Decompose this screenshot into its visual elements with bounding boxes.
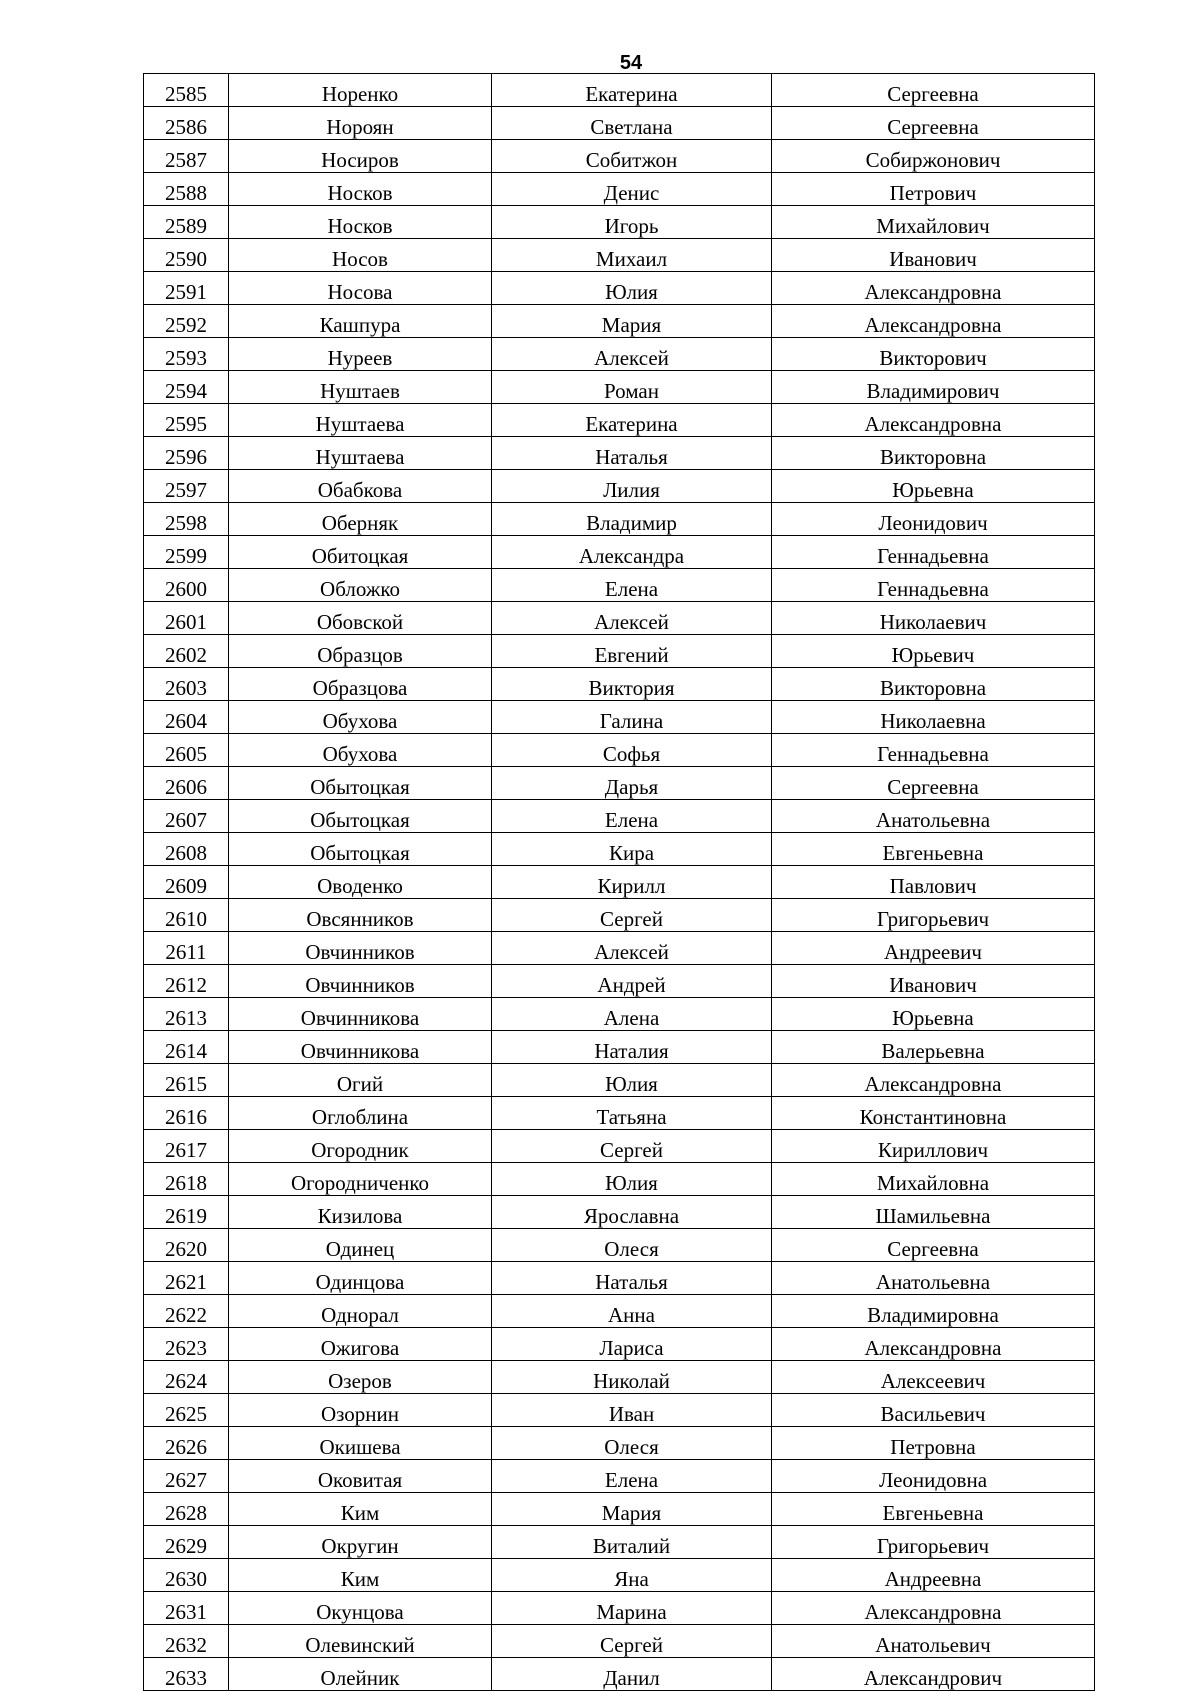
row-number-cell: 2599 <box>144 536 229 569</box>
table-row <box>144 569 1095 602</box>
last-name-cell: Овсянников <box>229 899 492 932</box>
table-row <box>144 272 1095 305</box>
first-name-cell: Наталья <box>492 437 772 470</box>
patronymic-cell: Анатольевна <box>772 800 1095 833</box>
row-number-cell: 2600 <box>144 569 229 602</box>
row-number-cell: 2607 <box>144 800 229 833</box>
patronymic-cell: Михайлович <box>772 206 1095 239</box>
first-name-cell: Елена <box>492 1460 772 1493</box>
first-name-cell: Екатерина <box>492 404 772 437</box>
table-row <box>144 503 1095 536</box>
patronymic-cell: Александровна <box>772 305 1095 338</box>
row-number-cell: 2590 <box>144 239 229 272</box>
last-name-cell: Нуштаева <box>229 404 492 437</box>
patronymic-cell: Владимирович <box>772 371 1095 404</box>
first-name-cell: Дарья <box>492 767 772 800</box>
first-name-cell: Марина <box>492 1592 772 1625</box>
first-name-cell: Елена <box>492 800 772 833</box>
table-row <box>144 371 1095 404</box>
first-name-cell: Ярославна <box>492 1196 772 1229</box>
patronymic-cell: Александровна <box>772 404 1095 437</box>
patronymic-cell: Александровна <box>772 272 1095 305</box>
row-number-cell: 2593 <box>144 338 229 371</box>
row-number-cell: 2589 <box>144 206 229 239</box>
patronymic-cell: Шамильевна <box>772 1196 1095 1229</box>
patronymic-cell: Леонидович <box>772 503 1095 536</box>
patronymic-cell: Михайловна <box>772 1163 1095 1196</box>
first-name-cell: Собитжон <box>492 140 772 173</box>
table-row <box>144 734 1095 767</box>
patronymic-cell: Александровна <box>772 1328 1095 1361</box>
table-row <box>144 1130 1095 1163</box>
table-row <box>144 1592 1095 1625</box>
last-name-cell: Овчинникова <box>229 998 492 1031</box>
table-row <box>144 1031 1095 1064</box>
last-name-cell: Носов <box>229 239 492 272</box>
patronymic-cell: Петрович <box>772 173 1095 206</box>
first-name-cell: Татьяна <box>492 1097 772 1130</box>
table-row <box>144 1196 1095 1229</box>
last-name-cell: Нуштаев <box>229 371 492 404</box>
patronymic-cell: Кириллович <box>772 1130 1095 1163</box>
first-name-cell: Галина <box>492 701 772 734</box>
patronymic-cell: Павлович <box>772 866 1095 899</box>
last-name-cell: Обабкова <box>229 470 492 503</box>
row-number-cell: 2612 <box>144 965 229 998</box>
patronymic-cell: Викторовна <box>772 437 1095 470</box>
first-name-cell: Роман <box>492 371 772 404</box>
last-name-cell: Обухова <box>229 734 492 767</box>
table-row <box>144 1625 1095 1658</box>
table-row <box>144 1559 1095 1592</box>
row-number-cell: 2604 <box>144 701 229 734</box>
patronymic-cell: Васильевич <box>772 1394 1095 1427</box>
row-number-cell: 2605 <box>144 734 229 767</box>
first-name-cell: Николай <box>492 1361 772 1394</box>
last-name-cell: Кизилова <box>229 1196 492 1229</box>
last-name-cell: Обовской <box>229 602 492 635</box>
table-row <box>144 1262 1095 1295</box>
first-name-cell: Мария <box>492 305 772 338</box>
row-number-cell: 2598 <box>144 503 229 536</box>
first-name-cell: Яна <box>492 1559 772 1592</box>
row-number-cell: 2626 <box>144 1427 229 1460</box>
last-name-cell: Оковитая <box>229 1460 492 1493</box>
table-row <box>144 800 1095 833</box>
first-name-cell: Наталья <box>492 1262 772 1295</box>
patronymic-cell: Константиновна <box>772 1097 1095 1130</box>
table-row <box>144 305 1095 338</box>
first-name-cell: Сергей <box>492 1130 772 1163</box>
last-name-cell: Ким <box>229 1493 492 1526</box>
row-number-cell: 2618 <box>144 1163 229 1196</box>
last-name-cell: Огородниченко <box>229 1163 492 1196</box>
patronymic-cell: Андреевич <box>772 932 1095 965</box>
last-name-cell: Овчинникова <box>229 1031 492 1064</box>
row-number-cell: 2623 <box>144 1328 229 1361</box>
first-name-cell: Мария <box>492 1493 772 1526</box>
last-name-cell: Окишева <box>229 1427 492 1460</box>
last-name-cell: Ким <box>229 1559 492 1592</box>
patronymic-cell: Юрьевна <box>772 998 1095 1031</box>
table-row <box>144 701 1095 734</box>
table-row <box>144 437 1095 470</box>
row-number-cell: 2608 <box>144 833 229 866</box>
first-name-cell: Юлия <box>492 1163 772 1196</box>
table-row <box>144 1526 1095 1559</box>
row-number-cell: 2610 <box>144 899 229 932</box>
row-number-cell: 2588 <box>144 173 229 206</box>
patronymic-cell: Геннадьевна <box>772 734 1095 767</box>
row-number-cell: 2609 <box>144 866 229 899</box>
last-name-cell: Обытоцкая <box>229 800 492 833</box>
first-name-cell: Денис <box>492 173 772 206</box>
last-name-cell: Олевинский <box>229 1625 492 1658</box>
first-name-cell: Елена <box>492 569 772 602</box>
row-number-cell: 2619 <box>144 1196 229 1229</box>
last-name-cell: Нороян <box>229 107 492 140</box>
row-number-cell: 2632 <box>144 1625 229 1658</box>
row-number-cell: 2585 <box>144 74 229 107</box>
last-name-cell: Норенко <box>229 74 492 107</box>
table-row <box>144 866 1095 899</box>
last-name-cell: Нуреев <box>229 338 492 371</box>
patronymic-cell: Александровна <box>772 1064 1095 1097</box>
first-name-cell: Олеся <box>492 1229 772 1262</box>
table-row <box>144 536 1095 569</box>
first-name-cell: Алексей <box>492 932 772 965</box>
row-number-cell: 2616 <box>144 1097 229 1130</box>
first-name-cell: Софья <box>492 734 772 767</box>
first-name-cell: Данил <box>492 1658 772 1691</box>
row-number-cell: 2617 <box>144 1130 229 1163</box>
last-name-cell: Обложко <box>229 569 492 602</box>
table-row <box>144 1163 1095 1196</box>
row-number-cell: 2622 <box>144 1295 229 1328</box>
first-name-cell: Виктория <box>492 668 772 701</box>
last-name-cell: Однорал <box>229 1295 492 1328</box>
last-name-cell: Обытоцкая <box>229 767 492 800</box>
table-row <box>144 404 1095 437</box>
last-name-cell: Окунцова <box>229 1592 492 1625</box>
row-number-cell: 2614 <box>144 1031 229 1064</box>
last-name-cell: Одинцова <box>229 1262 492 1295</box>
table-row <box>144 1097 1095 1130</box>
first-name-cell: Евгений <box>492 635 772 668</box>
first-name-cell: Алексей <box>492 602 772 635</box>
row-number-cell: 2592 <box>144 305 229 338</box>
row-number-cell: 2624 <box>144 1361 229 1394</box>
patronymic-cell: Собиржонович <box>772 140 1095 173</box>
row-number-cell: 2587 <box>144 140 229 173</box>
last-name-cell: Округин <box>229 1526 492 1559</box>
first-name-cell: Олеся <box>492 1427 772 1460</box>
row-number-cell: 2597 <box>144 470 229 503</box>
table-row <box>144 932 1095 965</box>
last-name-cell: Огий <box>229 1064 492 1097</box>
row-number-cell: 2630 <box>144 1559 229 1592</box>
name-list-table <box>143 73 1095 1691</box>
row-number-cell: 2620 <box>144 1229 229 1262</box>
patronymic-cell: Григорьевич <box>772 899 1095 932</box>
patronymic-cell: Александрович <box>772 1658 1095 1691</box>
row-number-cell: 2594 <box>144 371 229 404</box>
table-row <box>144 1493 1095 1526</box>
first-name-cell: Виталий <box>492 1526 772 1559</box>
table-row <box>144 107 1095 140</box>
first-name-cell: Екатерина <box>492 74 772 107</box>
last-name-cell: Образцов <box>229 635 492 668</box>
patronymic-cell: Анатольевич <box>772 1625 1095 1658</box>
table-row <box>144 1427 1095 1460</box>
patronymic-cell: Геннадьевна <box>772 536 1095 569</box>
table-row <box>144 1460 1095 1493</box>
patronymic-cell: Викторовна <box>772 668 1095 701</box>
last-name-cell: Носков <box>229 173 492 206</box>
table-row <box>144 206 1095 239</box>
first-name-cell: Иван <box>492 1394 772 1427</box>
row-number-cell: 2611 <box>144 932 229 965</box>
patronymic-cell: Анатольевна <box>772 1262 1095 1295</box>
row-number-cell: 2627 <box>144 1460 229 1493</box>
row-number-cell: 2591 <box>144 272 229 305</box>
table-row <box>144 1361 1095 1394</box>
row-number-cell: 2601 <box>144 602 229 635</box>
patronymic-cell: Юрьевна <box>772 470 1095 503</box>
last-name-cell: Огородник <box>229 1130 492 1163</box>
first-name-cell: Сергей <box>492 1625 772 1658</box>
table-row <box>144 1394 1095 1427</box>
patronymic-cell: Геннадьевна <box>772 569 1095 602</box>
last-name-cell: Носиров <box>229 140 492 173</box>
table-row <box>144 833 1095 866</box>
first-name-cell: Алена <box>492 998 772 1031</box>
row-number-cell: 2631 <box>144 1592 229 1625</box>
last-name-cell: Носков <box>229 206 492 239</box>
first-name-cell: Юлия <box>492 1064 772 1097</box>
table-row <box>144 602 1095 635</box>
first-name-cell: Кирилл <box>492 866 772 899</box>
last-name-cell: Овчинников <box>229 965 492 998</box>
patronymic-cell: Владимировна <box>772 1295 1095 1328</box>
patronymic-cell: Иванович <box>772 965 1095 998</box>
last-name-cell: Носова <box>229 272 492 305</box>
patronymic-cell: Сергеевна <box>772 74 1095 107</box>
last-name-cell: Кашпура <box>229 305 492 338</box>
patronymic-cell: Сергеевна <box>772 107 1095 140</box>
row-number-cell: 2628 <box>144 1493 229 1526</box>
patronymic-cell: Петровна <box>772 1427 1095 1460</box>
first-name-cell: Анна <box>492 1295 772 1328</box>
row-number-cell: 2603 <box>144 668 229 701</box>
last-name-cell: Озеров <box>229 1361 492 1394</box>
table-row <box>144 470 1095 503</box>
patronymic-cell: Валерьевна <box>772 1031 1095 1064</box>
row-number-cell: 2606 <box>144 767 229 800</box>
patronymic-cell: Алексеевич <box>772 1361 1095 1394</box>
first-name-cell: Алексей <box>492 338 772 371</box>
last-name-cell: Обухова <box>229 701 492 734</box>
last-name-cell: Овчинников <box>229 932 492 965</box>
last-name-cell: Одинец <box>229 1229 492 1262</box>
table-row <box>144 1229 1095 1262</box>
row-number-cell: 2615 <box>144 1064 229 1097</box>
row-number-cell: 2586 <box>144 107 229 140</box>
last-name-cell: Оберняк <box>229 503 492 536</box>
patronymic-cell: Юрьевич <box>772 635 1095 668</box>
row-number-cell: 2613 <box>144 998 229 1031</box>
table-row <box>144 173 1095 206</box>
row-number-cell: 2633 <box>144 1658 229 1691</box>
last-name-cell: Обитоцкая <box>229 536 492 569</box>
row-number-cell: 2602 <box>144 635 229 668</box>
last-name-cell: Олейник <box>229 1658 492 1691</box>
first-name-cell: Лариса <box>492 1328 772 1361</box>
row-number-cell: 2596 <box>144 437 229 470</box>
patronymic-cell: Григорьевич <box>772 1526 1095 1559</box>
patronymic-cell: Александровна <box>772 1592 1095 1625</box>
first-name-cell: Светлана <box>492 107 772 140</box>
table-row <box>144 239 1095 272</box>
first-name-cell: Андрей <box>492 965 772 998</box>
first-name-cell: Игорь <box>492 206 772 239</box>
first-name-cell: Александра <box>492 536 772 569</box>
table-row <box>144 1295 1095 1328</box>
table-row <box>144 767 1095 800</box>
first-name-cell: Сергей <box>492 899 772 932</box>
last-name-cell: Ожигова <box>229 1328 492 1361</box>
name-list-body <box>144 74 1095 1691</box>
first-name-cell: Наталия <box>492 1031 772 1064</box>
patronymic-cell: Андреевна <box>772 1559 1095 1592</box>
last-name-cell: Оглоблина <box>229 1097 492 1130</box>
table-row <box>144 635 1095 668</box>
patronymic-cell: Викторович <box>772 338 1095 371</box>
patronymic-cell: Леонидовна <box>772 1460 1095 1493</box>
patronymic-cell: Евгеньевна <box>772 1493 1095 1526</box>
row-number-cell: 2625 <box>144 1394 229 1427</box>
patronymic-cell: Сергеевна <box>772 1229 1095 1262</box>
row-number-cell: 2595 <box>144 404 229 437</box>
last-name-cell: Озорнин <box>229 1394 492 1427</box>
first-name-cell: Юлия <box>492 272 772 305</box>
table-row <box>144 74 1095 107</box>
last-name-cell: Образцова <box>229 668 492 701</box>
table-row <box>144 668 1095 701</box>
table-row <box>144 998 1095 1031</box>
table-row <box>144 899 1095 932</box>
first-name-cell: Михаил <box>492 239 772 272</box>
table-row <box>144 1328 1095 1361</box>
table-row <box>144 965 1095 998</box>
patronymic-cell: Иванович <box>772 239 1095 272</box>
first-name-cell: Владимир <box>492 503 772 536</box>
page-number: 54 <box>619 52 643 74</box>
patronymic-cell: Николаевна <box>772 701 1095 734</box>
table-row <box>144 1064 1095 1097</box>
first-name-cell: Кира <box>492 833 772 866</box>
patronymic-cell: Николаевич <box>772 602 1095 635</box>
last-name-cell: Обытоцкая <box>229 833 492 866</box>
table-row <box>144 1658 1095 1691</box>
first-name-cell: Лилия <box>492 470 772 503</box>
table-row <box>144 338 1095 371</box>
patronymic-cell: Сергеевна <box>772 767 1095 800</box>
patronymic-cell: Евгеньевна <box>772 833 1095 866</box>
last-name-cell: Нуштаева <box>229 437 492 470</box>
table-row <box>144 140 1095 173</box>
row-number-cell: 2629 <box>144 1526 229 1559</box>
row-number-cell: 2621 <box>144 1262 229 1295</box>
last-name-cell: Оводенко <box>229 866 492 899</box>
